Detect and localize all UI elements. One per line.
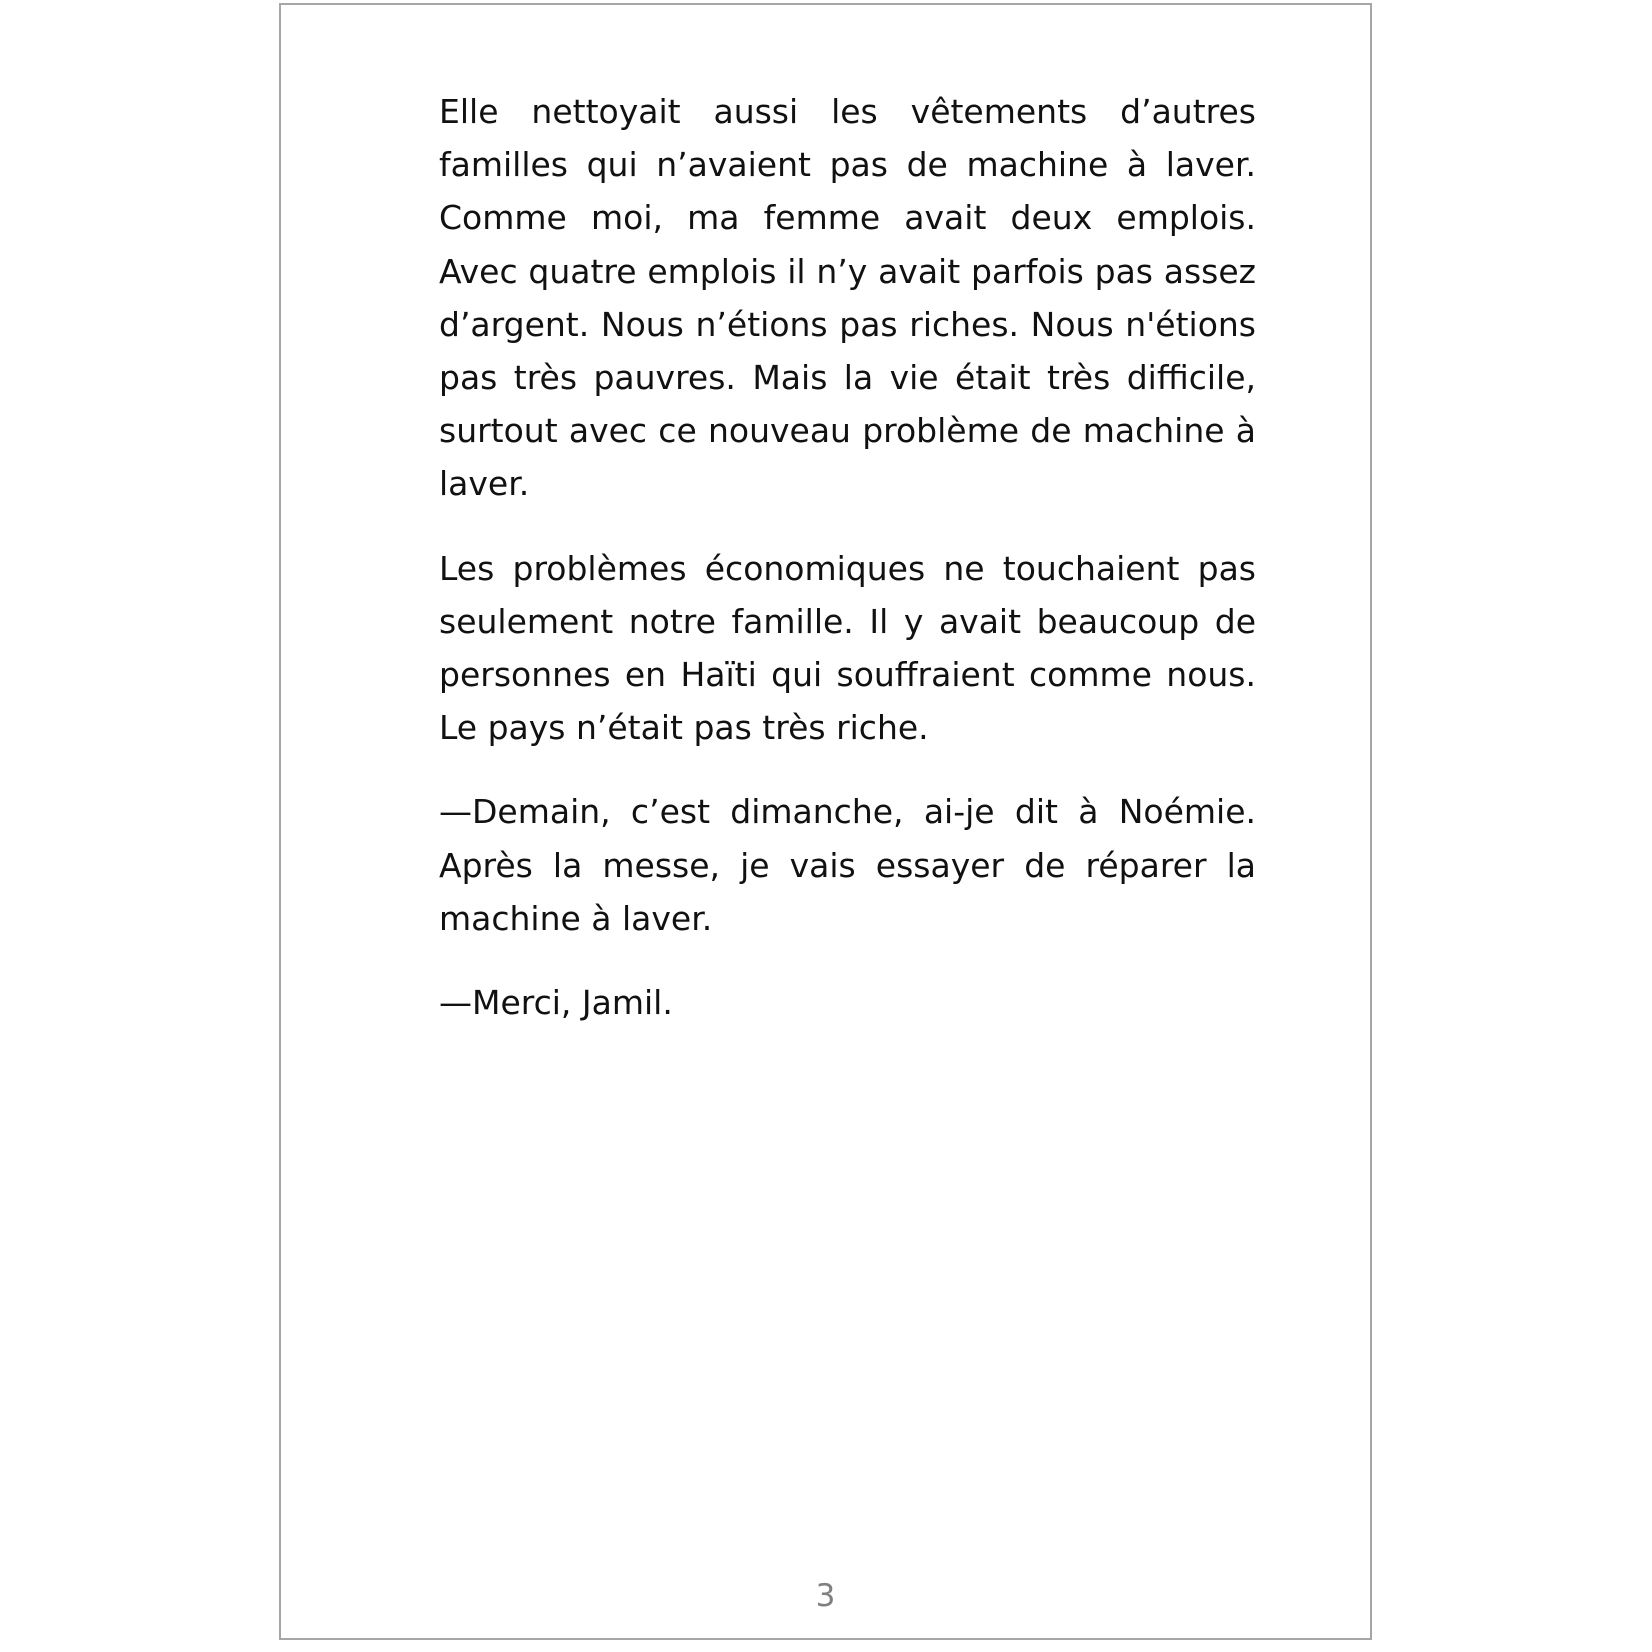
paragraph-1: Elle nettoyait aussi les vêtements d’autres familles qui n’avaient pas de machine à laver. Comme moi, ma femme avait deux emplois. Avec quatre emplois il n’y avait parfois pas assez d’argent. Nous n’étions pas riches. Nous n'étions pas très pauvres. Mais la vie était très difficile, surtout avec ce nouveau problème de machine à laver. <box>439 92 1256 504</box>
paragraph-3: —Demain, c’est dimanche, ai-je dit à Noémie. Après la messe, je vais essayer de réparer la machine à laver. <box>439 792 1256 938</box>
document-page <box>279 3 1372 1640</box>
paragraph-2: Les problèmes économiques ne touchaient pas seulement notre famille. Il y avait beaucoup de personnes en Haïti qui souffraient comme nous. Le pays n’était pas très riche. <box>439 548 1256 748</box>
body-text <box>439 85 1256 1060</box>
page-number: 3 <box>815 1578 836 1614</box>
paragraph-4: —Merci, Jamil. <box>439 983 673 1023</box>
